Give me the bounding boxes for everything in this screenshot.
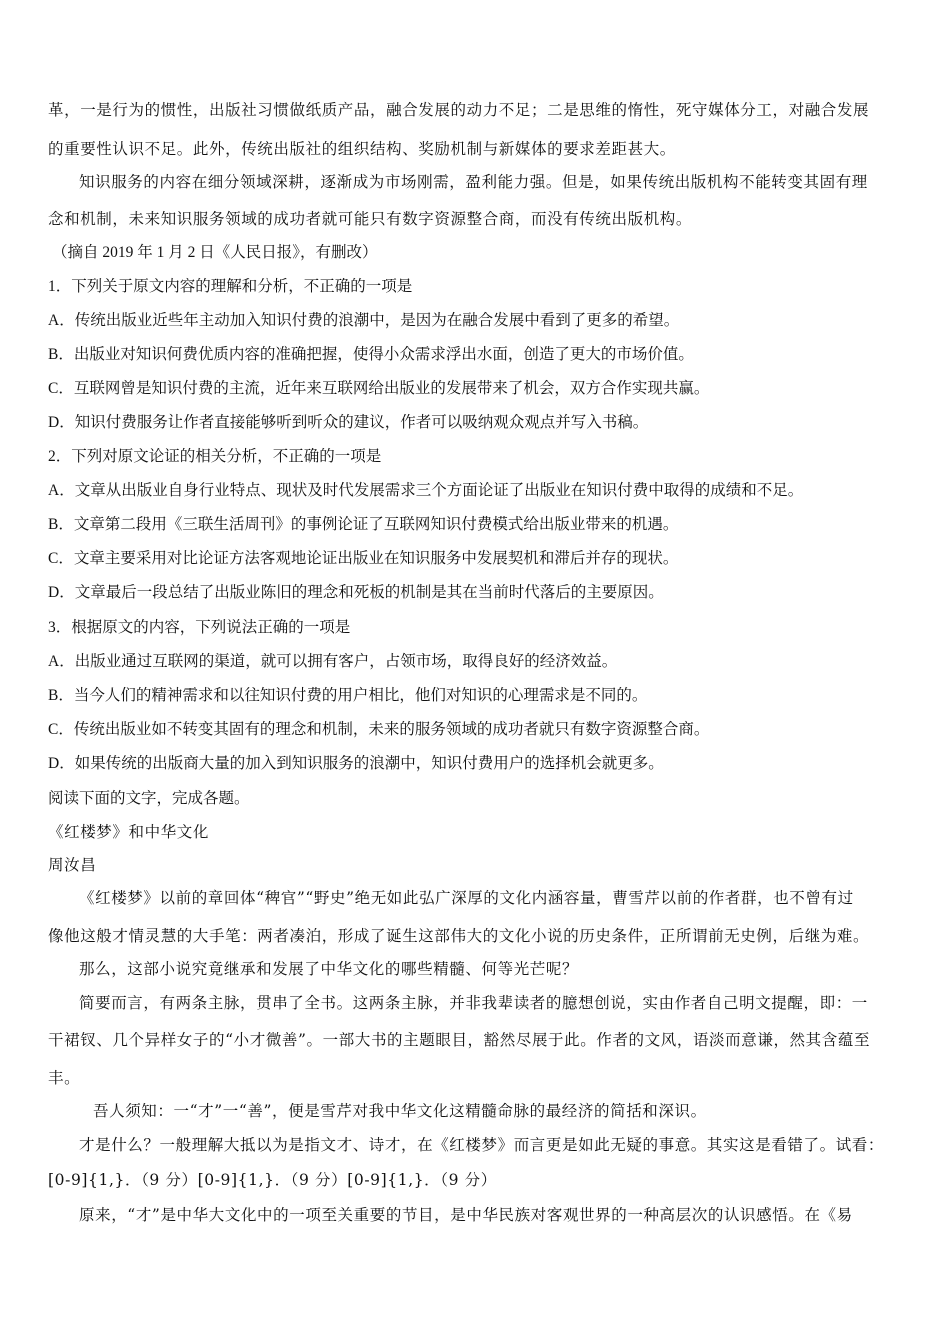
question-option: B．当今人们的精神需求和以往知识付费的用户相比，他们对知识的心理需求是不同的。	[48, 687, 648, 704]
question-option: A．文章从出版业自身行业特点、现状及时代发展需求三个方面论证了出版业在知识付费中取得的成绩和不足。	[48, 482, 804, 499]
article-paragraph-line: 丰。	[48, 1069, 81, 1087]
article-title: 《红楼梦》和中华文化	[48, 823, 210, 841]
question-option: D．文章最后一段总结了出版业陈旧的理念和死板的机制是其在当前时代落后的主要原因。	[48, 584, 664, 601]
question-option: D．知识付费服务让作者直接能够听到听众的建议，作者可以吸纳观众观点并写入书稿。	[48, 414, 649, 431]
question-stem: 2．下列对原文论证的相关分析，不正确的一项是	[48, 448, 382, 465]
question-option: A．传统出版业近些年主动加入知识付费的浪潮中，是因为在融合发展中看到了更多的希望。	[48, 312, 680, 329]
article-paragraph-line: 像他这般才情灵慧的大手笔：两者凑泊，形成了诞生这部伟大的文化小说的历史条件，正所谓前无史例，后继为难。	[48, 927, 870, 945]
question-option: D．如果传统的出版商大量的加入到知识服务的浪潮中，知识付费用户的选择机会就更多。	[48, 755, 664, 772]
passage-paragraph-line: 知识服务的内容在细分领域深耕，逐渐成为市场刚需，盈利能力强。但是，如果传统出版机构不能转变其固有理	[79, 173, 868, 191]
question-option: A．出版业通过互联网的渠道，就可以拥有客户，占领市场，取得良好的经济效益。	[48, 653, 618, 670]
article-paragraph: 吾人须知：一“才”一“善”，便是雪芹对我中华文化这精髓命脉的最经济的简括和深识。	[93, 1102, 707, 1120]
article-paragraph-line: 简要而言，有两条主脉，贯串了全书。这两条主脉，并非我辈读者的臆想创说，实由作者自己明文提醒，即：一	[79, 994, 868, 1012]
reading-instruction: 阅读下面的文字，完成各题。	[48, 790, 250, 807]
article-author: 周汝昌	[48, 856, 97, 874]
article-paragraph-line: 干裙钗、几个异样女子的“小才微善”。一部大书的主题眼目，豁然尽展于此。作者的文风，语淡而意谦，然其含蕴至	[48, 1031, 871, 1049]
question-placeholders: [0-9]{1,}．（9 分）[0-9]{1,}．（9 分）[0-9]{1,}．（9 分）	[48, 1171, 497, 1189]
article-paragraph: 原来，“才”是中华大文化中的一项至关重要的节目，是中华民族对客观世界的一种高层次的认识感悟。在《易	[79, 1206, 853, 1224]
article-paragraph-line: 《红楼梦》以前的章回体“稗官”“野史”绝无如此弘广深厚的文化内涵容量，曹雪芹以前的作者群，也不曾有过	[79, 889, 854, 907]
passage-paragraph-line: 的重要性认识不足。此外，传统出版社的组织结构、奖励机制与新媒体的要求差距甚大。	[48, 140, 676, 158]
question-option: C．互联网曾是知识付费的主流，近年来互联网给出版业的发展带来了机会，双方合作实现共赢。	[48, 380, 710, 397]
question-stem: 3．根据原文的内容，下列说法正确的一项是	[48, 619, 351, 636]
passage-paragraph-line: 念和机制，未来知识服务领域的成功者就可能只有数字资源整合商，而没有传统出版机构。	[48, 210, 693, 228]
article-paragraph: 那么，这部小说究竟继承和发展了中华文化的哪些精髓、何等光芒呢？	[79, 960, 579, 978]
passage-paragraph-line: 革，一是行为的惯性，出版社习惯做纸质产品，融合发展的动力不足；二是思维的惰性，死守媒体分工，对融合发展	[48, 101, 870, 119]
question-option: B．出版业对知识何费优质内容的准确把握，使得小众需求浮出水面，创造了更大的市场价值。	[48, 346, 694, 363]
question-option: C．文章主要采用对比论证方法客观地论证出版业在知识服务中发展契机和滞后并存的现状。	[48, 550, 679, 567]
article-paragraph: 才是什么？一般理解大抵以为是指文才、诗才，在《红楼梦》而言更是如此无疑的事意。其实这是看错了。试看：	[79, 1136, 885, 1154]
question-option: C．传统出版业如不转变其固有的理念和机制，未来的服务领域的成功者就只有数字资源整合商。	[48, 721, 710, 738]
question-stem: 1．下列关于原文内容的理解和分析，不正确的一项是	[48, 278, 413, 295]
source-citation: （摘自 2019 年 1 月 2 日《人民日报》，有删改）	[52, 244, 378, 261]
question-option: B．文章第二段用《三联生活周刊》的事例论证了互联网知识付费模式给出版业带来的机遇。	[48, 516, 679, 533]
